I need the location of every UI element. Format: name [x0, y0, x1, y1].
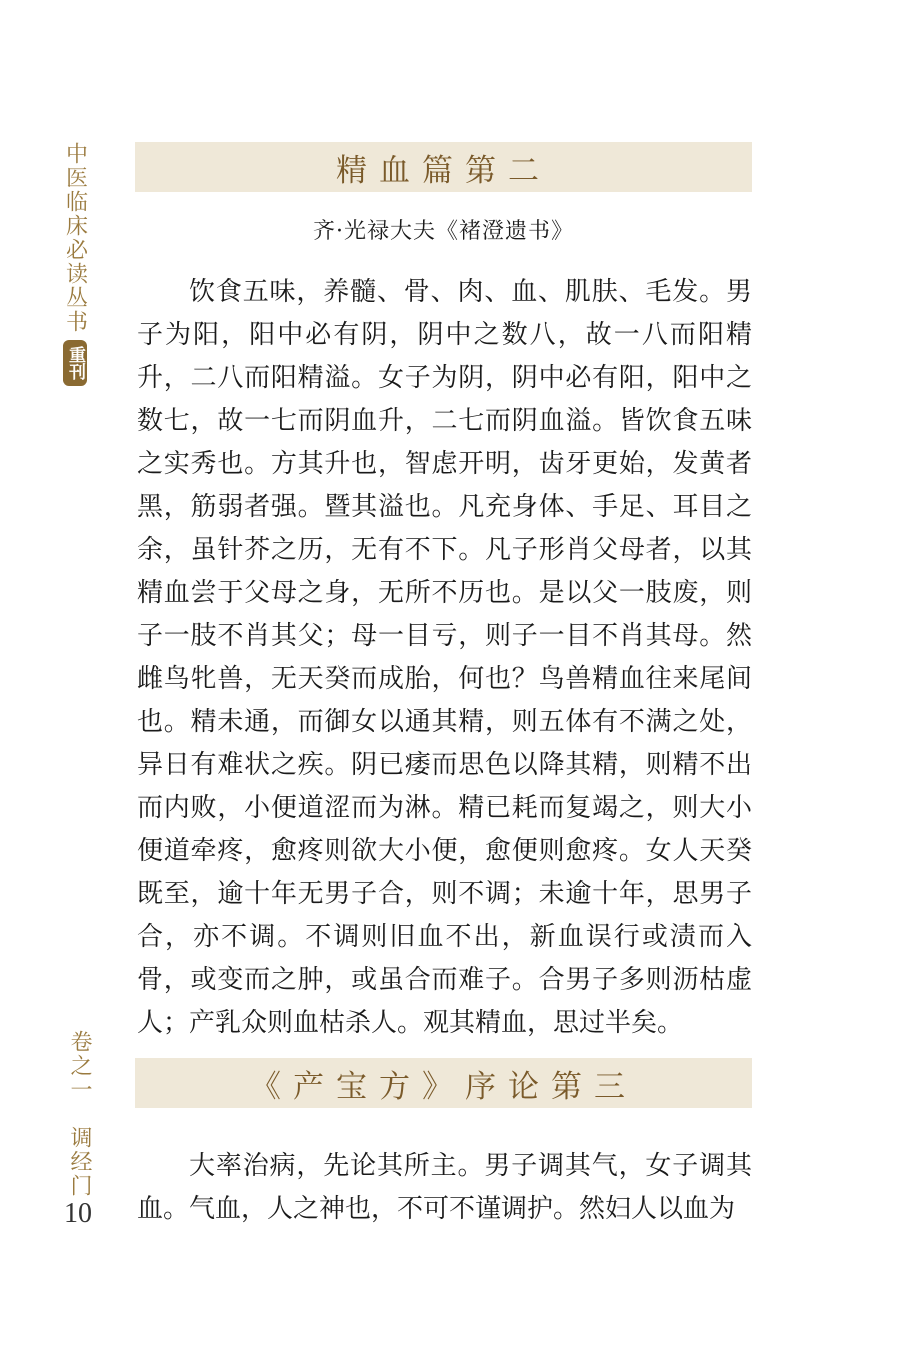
- body-paragraph-2: 大率治病，先论其所主。男子调其气，女子调其血。气血，人之神也，不可不谨调护。然妇人以血为: [137, 1151, 752, 1224]
- body-paragraph-1: 饮食五味，养髓、骨、肉、血、肌肤、毛发。男子为阳，阳中必有阴，阴中之数八，故一八而阳精升，二八而阳精溢。女子为阴，阴中必有阳，阳中之数七，故一七而阴血升，二七而阴血溢。皆饮食五味之实秀也。方其升也，智虑开明，齿牙更始，发黄者黑，筋弱者强。暨其溢也。凡充身体、手足、耳目之余，虽针芥之历，无有不下。凡子形肖父母者，以其精血尝于父母之身，无所不历也。是以父一肢废，则子一肢不肖其父；母一目亏，则子一目不肖其母。然雌鸟牝兽，无天癸而成胎，何也？鸟兽精血往来尾间也。精未通，而御女以通其精，则五体有不满之处，异日有难状之疾。阴已痿而思色以降其精，则精不出而内败，小便道涩而为淋。精已耗而复竭之，则大小便道牵疼，愈疼则欲大小便，愈便则愈疼。女人天癸既至，逾十年无男子合，则不调；未逾十年，思男子合，亦不调。不调则旧血不出，新血误行或渍而入骨，或变而之肿，或虽合而难子。合男子多则沥枯虚人；产乳众则血枯杀人。观其精血，思过半矣。: [137, 277, 752, 1038]
- source-citation: 齐·光禄大夫《褚澄遗书》: [313, 219, 574, 244]
- series-title: 中医临床必读丛书: [62, 142, 88, 334]
- series-sidebar: [60, 142, 90, 386]
- page-number: 10: [64, 1198, 92, 1229]
- section-title-1: 精血篇第二: [135, 142, 752, 192]
- volume-label: 卷之一 调经门: [67, 1030, 92, 1198]
- section-title-2: 《产宝方》序论第三: [135, 1058, 752, 1108]
- series-badge: 重刊: [63, 340, 87, 386]
